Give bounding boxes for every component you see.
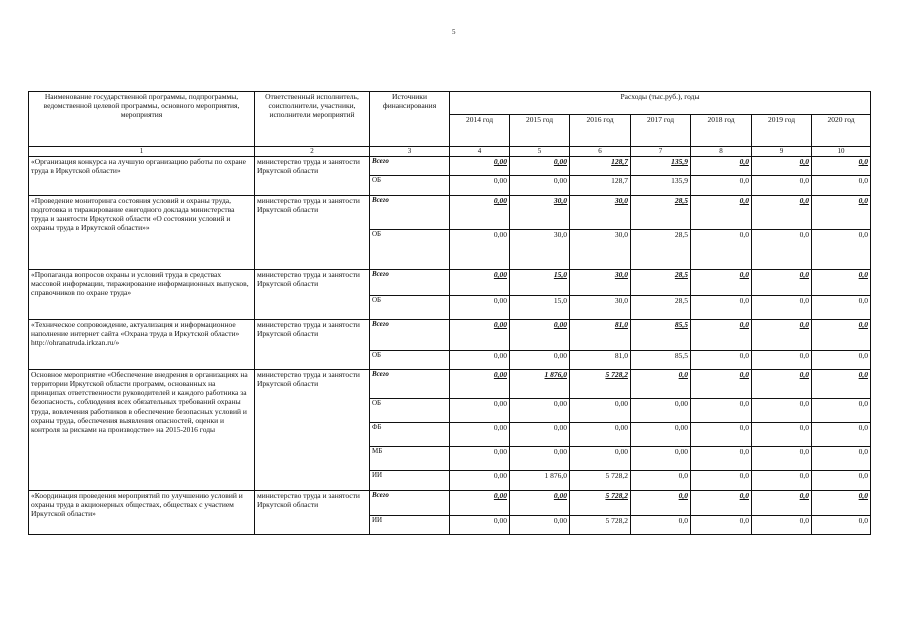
expense-value: 0,00	[450, 270, 510, 296]
expense-value: 5 728,2	[570, 491, 631, 516]
expense-value: 0,0	[691, 270, 752, 296]
funding-source: ИИ	[370, 516, 450, 535]
expense-value: 81,0	[570, 351, 631, 370]
expense-value: 0,0	[812, 230, 871, 270]
funding-source: ИИ	[370, 471, 450, 491]
expense-value: 0,0	[752, 196, 812, 230]
expense-value: 0,0	[691, 447, 752, 471]
header-year: 2018 год	[691, 115, 752, 147]
expense-value: 30,0	[510, 230, 570, 270]
expense-value: 135,9	[631, 176, 691, 196]
activity-name: Основное мероприятие «Обеспечение внедрения в организациях на территории Иркутской области программ, основанных на принципах ответственности руководителей и каждого работника за безопасность, соблюдения всех обязательных требований охраны труда, вовлечения работников в обеспечение безопасных условий и охраны труда, обеспечения выявления опасностей, оценки и контроля за рисками на производстве» на 2015-2016 годы	[29, 370, 255, 491]
funding-source: Всего	[370, 320, 450, 351]
expense-value: 0,0	[752, 370, 812, 399]
header-year: 2019 год	[752, 115, 812, 147]
expense-value: 0,0	[752, 230, 812, 270]
expense-value: 81,0	[570, 320, 631, 351]
table-row	[29, 320, 871, 351]
activity-name: «Техническое сопровождение, актуализация и информационное наполнение интернет сайта «Охрана труда в Иркутской области» http://ohranatruda.irkzan.ru/»	[29, 320, 255, 370]
expense-value: 0,00	[450, 176, 510, 196]
budget-table	[28, 91, 871, 535]
funding-source: ОБ	[370, 176, 450, 196]
funding-source: ОБ	[370, 399, 450, 423]
expense-value: 1 876,0	[510, 370, 570, 399]
expense-value: 0,00	[510, 157, 570, 176]
table-header	[29, 92, 871, 157]
expense-value: 0,00	[450, 351, 510, 370]
expense-value: 0,00	[570, 399, 631, 423]
table-row	[29, 157, 871, 176]
table-row	[29, 270, 871, 296]
expense-value: 0,0	[691, 230, 752, 270]
column-number: 4	[450, 147, 510, 157]
expense-value: 0,00	[570, 423, 631, 447]
expense-value: 0,0	[812, 176, 871, 196]
expense-value: 0,0	[691, 351, 752, 370]
funding-source: Всего	[370, 491, 450, 516]
table-row	[29, 370, 871, 399]
expense-value: 0,00	[510, 176, 570, 196]
column-number: 8	[691, 147, 752, 157]
funding-source: ОБ	[370, 351, 450, 370]
expense-value: 128,7	[570, 157, 631, 176]
expense-value: 0,0	[691, 296, 752, 320]
expense-value: 0,00	[450, 196, 510, 230]
expense-value: 85,5	[631, 320, 691, 351]
expense-value: 0,0	[812, 447, 871, 471]
expense-value: 0,00	[450, 471, 510, 491]
expense-value: 0,00	[450, 320, 510, 351]
expense-value: 0,0	[812, 351, 871, 370]
responsible-executor: министерство труда и занятости Иркутской области	[255, 370, 370, 491]
expense-value: 0,0	[752, 491, 812, 516]
expense-value: 0,0	[752, 270, 812, 296]
column-number: 9	[752, 147, 812, 157]
column-number: 7	[631, 147, 691, 157]
expense-value: 0,0	[752, 399, 812, 423]
expense-value: 0,00	[631, 423, 691, 447]
expense-value: 0,0	[812, 516, 871, 535]
expense-value: 30,0	[510, 196, 570, 230]
expense-value: 0,00	[450, 491, 510, 516]
expense-value: 0,0	[691, 471, 752, 491]
expense-value: 0,0	[631, 471, 691, 491]
activity-name: «Пропаганда вопросов охраны и условий труда в средствах массовой информации, тиражирование информационных выпусков, справочников по охране труда»	[29, 270, 255, 320]
funding-source: ОБ	[370, 296, 450, 320]
activity-name: «Проведение мониторинга состояния условий и охраны труда, подготовка и тиражирование ежегодного доклада министерства труда и занятости Иркутской области «О состоянии условий и охраны труда в Иркутской области»»	[29, 196, 255, 270]
header-year: 2015 год	[510, 115, 570, 147]
expense-value: 0,0	[631, 491, 691, 516]
header-source: Источники финансирования	[370, 92, 450, 147]
expense-value: 0,0	[752, 516, 812, 535]
expense-value: 5 728,2	[570, 370, 631, 399]
expense-value: 0,00	[570, 447, 631, 471]
column-number: 1	[29, 147, 255, 157]
expense-value: 15,0	[510, 270, 570, 296]
expense-value: 28,5	[631, 296, 691, 320]
responsible-executor: министерство труда и занятости Иркутской области	[255, 320, 370, 370]
expense-value: 0,0	[752, 351, 812, 370]
expense-value: 0,0	[691, 176, 752, 196]
expense-value: 1 876,0	[510, 471, 570, 491]
expense-value: 0,0	[631, 516, 691, 535]
funding-source: Всего	[370, 270, 450, 296]
funding-source: Всего	[370, 157, 450, 176]
header-name: Наименование государственной программы, подпрограммы, ведомственной целевой программы, основного мероприятия, мероприятия	[29, 92, 255, 147]
expense-value: 0,0	[691, 516, 752, 535]
expense-value: 0,00	[510, 399, 570, 423]
expense-value: 0,0	[752, 447, 812, 471]
expense-value: 0,00	[510, 351, 570, 370]
expense-value: 0,0	[812, 270, 871, 296]
responsible-executor: министерство труда и занятости Иркутской области	[255, 491, 370, 535]
column-number: 6	[570, 147, 631, 157]
funding-source: ФБ	[370, 423, 450, 447]
column-number: 10	[812, 147, 871, 157]
expense-value: 0,0	[752, 423, 812, 447]
expense-value: 0,0	[691, 320, 752, 351]
header-responsible: Ответственный исполнитель, соисполнители, участники, исполнители мероприятий	[255, 92, 370, 147]
table-body	[29, 157, 871, 535]
header-year: 2020 год	[812, 115, 871, 147]
header-expenses: Расходы (тыс.руб.), годы	[450, 92, 871, 115]
expense-value: 0,00	[450, 157, 510, 176]
funding-source: МБ	[370, 447, 450, 471]
expense-value: 0,00	[450, 516, 510, 535]
expense-value: 28,5	[631, 270, 691, 296]
expense-value: 0,0	[812, 370, 871, 399]
header-year: 2014 год	[450, 115, 510, 147]
expense-value: 128,7	[570, 176, 631, 196]
expense-value: 0,00	[510, 491, 570, 516]
page-number: 5	[452, 28, 456, 36]
funding-source: Всего	[370, 370, 450, 399]
table-row	[29, 491, 871, 516]
expense-value: 5 728,2	[570, 516, 631, 535]
expense-value: 30,0	[570, 296, 631, 320]
expense-value: 85,5	[631, 351, 691, 370]
expense-value: 0,0	[812, 296, 871, 320]
expense-value: 0,0	[812, 320, 871, 351]
expense-value: 0,0	[812, 196, 871, 230]
expense-value: 30,0	[570, 270, 631, 296]
expense-value: 0,0	[691, 491, 752, 516]
expense-value: 0,00	[631, 447, 691, 471]
responsible-executor: министерство труда и занятости Иркутской области	[255, 157, 370, 196]
column-number: 5	[510, 147, 570, 157]
expense-value: 0,00	[450, 370, 510, 399]
expense-value: 5 728,2	[570, 471, 631, 491]
expense-value: 0,0	[812, 399, 871, 423]
funding-source: ОБ	[370, 230, 450, 270]
expense-value: 0,0	[752, 176, 812, 196]
expense-value: 0,0	[812, 491, 871, 516]
expense-value: 0,0	[812, 157, 871, 176]
expense-value: 135,9	[631, 157, 691, 176]
expense-value: 0,00	[510, 423, 570, 447]
expense-value: 0,00	[450, 296, 510, 320]
expense-value: 0,00	[450, 447, 510, 471]
expense-value: 28,5	[631, 196, 691, 230]
expense-value: 0,00	[510, 320, 570, 351]
expense-value: 0,00	[631, 399, 691, 423]
expense-value: 0,0	[691, 370, 752, 399]
expense-value: 0,0	[691, 157, 752, 176]
expense-value: 0,0	[691, 196, 752, 230]
activity-name: «Координация проведения мероприятий по улучшению условий и охраны труда в акционерных обществах, обществах с участием Иркутской области»	[29, 491, 255, 535]
expense-value: 28,5	[631, 230, 691, 270]
column-number: 3	[370, 147, 450, 157]
expense-value: 30,0	[570, 196, 631, 230]
activity-name: «Организация конкурса на лучшую организацию работы по охране труда в Иркутской области»	[29, 157, 255, 196]
expense-value: 0,00	[450, 399, 510, 423]
expense-value: 0,0	[631, 370, 691, 399]
header-year: 2017 год	[631, 115, 691, 147]
responsible-executor: министерство труда и занятости Иркутской области	[255, 270, 370, 320]
responsible-executor: министерство труда и занятости Иркутской области	[255, 196, 370, 270]
expense-value: 0,0	[812, 423, 871, 447]
expense-value: 0,0	[691, 399, 752, 423]
expense-value: 15,0	[510, 296, 570, 320]
expense-value: 0,0	[752, 296, 812, 320]
expense-value: 30,0	[570, 230, 631, 270]
expense-value: 0,0	[812, 471, 871, 491]
table-row	[29, 196, 871, 230]
header-year: 2016 год	[570, 115, 631, 147]
expense-value: 0,0	[752, 320, 812, 351]
funding-source: Всего	[370, 196, 450, 230]
expense-value: 0,0	[752, 471, 812, 491]
expense-value: 0,0	[691, 423, 752, 447]
column-number: 2	[255, 147, 370, 157]
expense-value: 0,00	[510, 516, 570, 535]
expense-value: 0,0	[752, 157, 812, 176]
expense-value: 0,00	[450, 230, 510, 270]
expense-value: 0,00	[510, 447, 570, 471]
expense-value: 0,00	[450, 423, 510, 447]
